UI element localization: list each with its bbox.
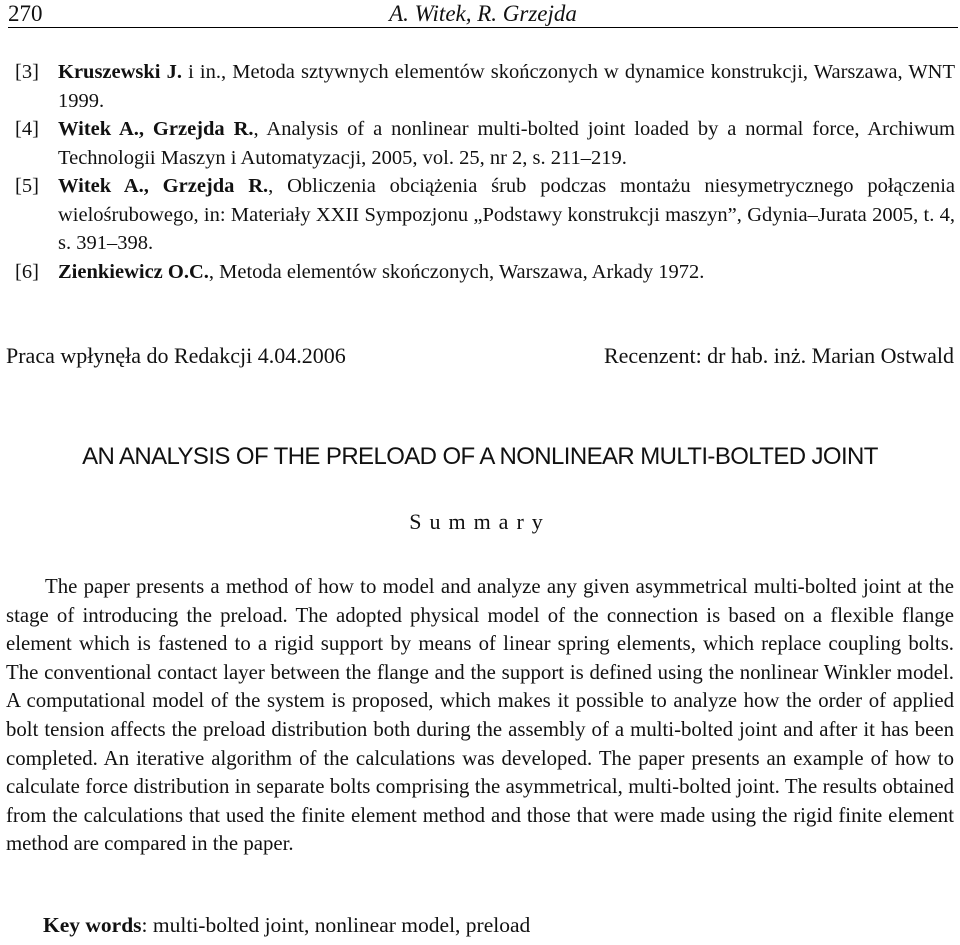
reference-number: [4] — [15, 118, 39, 140]
reference-authors: Witek A., Grzejda R. — [58, 175, 269, 197]
reference-item — [15, 172, 955, 258]
reference-authors: Witek A., Grzejda R. — [58, 118, 254, 140]
reference-item — [15, 58, 955, 115]
keywords — [43, 913, 530, 938]
reference-text: i in., Metoda sztywnych elementów skończonych w dynamice konstrukcji, Warszawa, WNT 1999. — [58, 61, 956, 112]
page-number: 270 — [8, 1, 43, 26]
reference-text: , Analysis of a nonlinear multi-bolted joint loaded by a normal force, Archiwum Technologii Maszyn i Automatyzacji, 2005, vol. 25, nr 2, s. 211–219. — [58, 118, 955, 169]
reference-text: , Metoda elementów skończonych, Warszawa, Arkady 1972. — [208, 260, 705, 283]
reviewer: Recenzent: dr hab. inż. Marian Ostwald — [603, 343, 954, 368]
reference-item — [15, 115, 955, 172]
reference-authors: Kruszewski J. — [58, 61, 182, 83]
reference-text: , Obliczenia obciążenia śrub podczas montażu niesymetrycznego połączenia wielośrubowego, in: Materiały XXII Sympozjonu „Podstawy konstrukcji maszyn”, Gdynia–Jurata 2005, t. 4, s. 391–398. — [58, 175, 955, 254]
reference-authors: Zienkiewicz O.C. — [58, 260, 209, 283]
reference-number: [3] — [15, 61, 39, 83]
reference-item — [15, 258, 955, 287]
received-date: Praca wpłynęła do Redakcji 4.04.2006 — [6, 343, 346, 368]
reference-number: [5] — [15, 175, 39, 197]
keywords-text: : multi-bolted joint, nonlinear model, preload — [141, 913, 531, 937]
reference-list — [15, 58, 955, 286]
keywords-label: Key words — [43, 913, 142, 937]
english-title: AN ANALYSIS OF THE PRELOAD OF A NONLINEAR MULTI-BOLTED JOINT — [82, 443, 878, 470]
running-title: A. Witek, R. Grzejda — [389, 1, 577, 26]
abstract-text: The paper presents a method of how to model and analyze any given asymmetrical multi-bolted joint at the stage of introducing the preload. The adopted physical model of the connection is based on a flexible flange element which is fastened to a rigid support by means of linear spring elements, which replace coupling bolts. The conventional contact layer between the flange and the support is defined using the nonlinear Winkler model. A computational model of the system is proposed, which makes it possible to analyze how the order of applied bolt tension affects the preload distribution both during the assembly of a multi-bolted joint and after it has been completed. An iterative algorithm of the calculations was developed. The paper presents an example of how to calculate force distribution in separate bolts comprising the asymmetrical, multi-bolted joint. The results obtained from the calculations that used the finite element method and those that were made using the rigid finite element method are compared in the paper. — [6, 575, 954, 856]
reference-number: [6] — [15, 260, 39, 283]
page-header — [8, 0, 958, 28]
summary-heading: Summary — [409, 509, 551, 534]
